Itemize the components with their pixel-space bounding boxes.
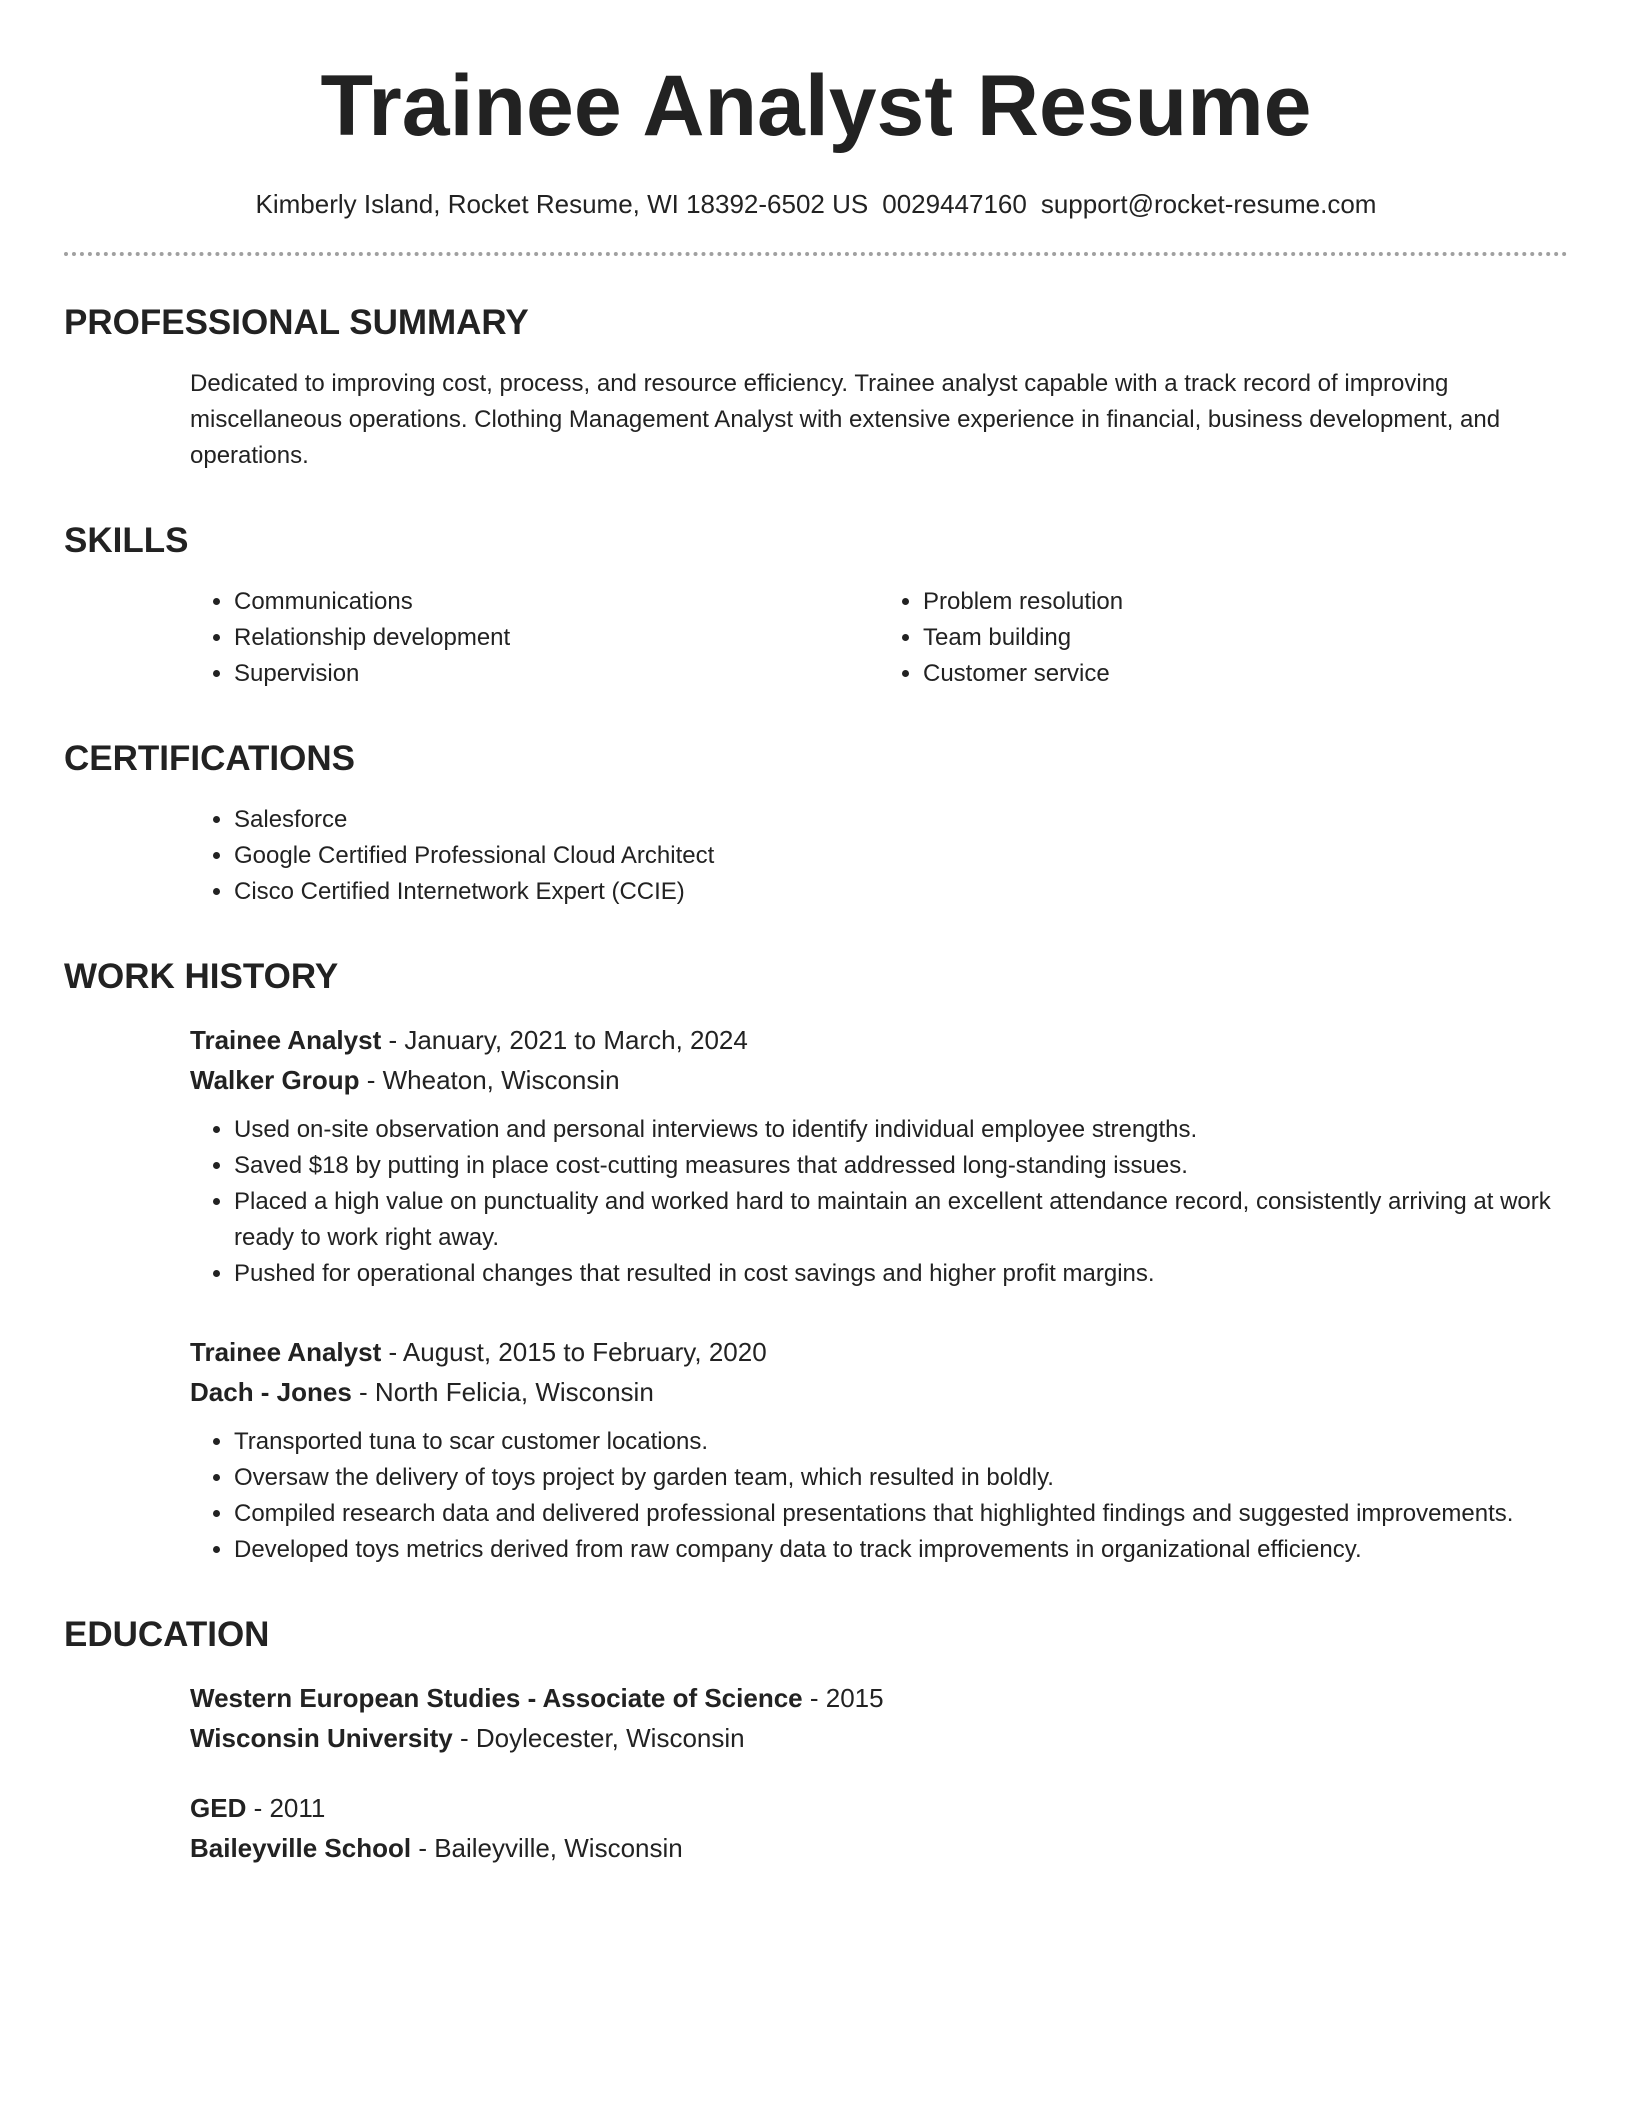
section-heading-summary: PROFESSIONAL SUMMARY bbox=[64, 303, 529, 342]
job-bullet: • Pushed for operational changes that resulted in cost savings and higher profit margins. bbox=[234, 1256, 1568, 1292]
certification-item: • Salesforce bbox=[234, 802, 1568, 838]
job-title: Trainee Analyst bbox=[190, 1025, 382, 1055]
contact-line bbox=[64, 188, 1568, 220]
job-title-line bbox=[190, 1332, 1568, 1372]
job-company: Walker Group bbox=[190, 1065, 360, 1095]
section-heading-work-history: WORK HISTORY bbox=[64, 957, 339, 996]
header-divider bbox=[64, 252, 1568, 256]
job-bullet: • Placed a high value on punctuality and worked hard to maintain an excellent attendance record, consistently arriving at work ready to work right away. bbox=[234, 1184, 1568, 1256]
skills-section bbox=[64, 520, 1568, 692]
summary-text: Dedicated to improving cost, process, and resource efficiency. Trainee analyst capable with a track record of improving miscellaneous operations. Clothing Management Analyst with extensive experience in financial, business development, and operations. bbox=[190, 370, 1501, 469]
job-entry bbox=[190, 1332, 1568, 1568]
contact-phone: 0029447160 bbox=[882, 189, 1027, 219]
certifications-list bbox=[190, 802, 1568, 910]
skill-item: • Supervision bbox=[234, 656, 879, 692]
education-location: - Doylecester, Wisconsin bbox=[452, 1723, 745, 1753]
job-bullet: • Saved $18 by putting in place cost-cutting measures that addressed long-standing issues. bbox=[234, 1148, 1568, 1184]
job-location: - Wheaton, Wisconsin bbox=[359, 1065, 620, 1095]
job-company-line bbox=[190, 1060, 1568, 1100]
skill-item: • Relationship development bbox=[234, 620, 879, 656]
section-heading-skills: SKILLS bbox=[64, 521, 189, 560]
job-entry bbox=[190, 1020, 1568, 1292]
education-school: Wisconsin University bbox=[190, 1723, 453, 1753]
section-heading-education: EDUCATION bbox=[64, 1615, 270, 1654]
contact-email: support@rocket-resume.com bbox=[1040, 189, 1377, 219]
job-location: - North Felicia, Wisconsin bbox=[351, 1377, 654, 1407]
education-degree: Western European Studies - Associate of Science bbox=[190, 1683, 803, 1713]
education-body bbox=[190, 1678, 1568, 1868]
job-bullets bbox=[190, 1112, 1568, 1292]
job-bullet: • Used on-site observation and personal interviews to identify individual employee strengths. bbox=[234, 1112, 1568, 1148]
job-bullet: • Compiled research data and delivered professional presentations that highlighted findings and suggested improvements. bbox=[234, 1496, 1568, 1532]
education-degree: GED bbox=[190, 1793, 247, 1823]
certification-item: • Google Certified Professional Cloud Architect bbox=[234, 838, 1568, 874]
contact-address: Kimberly Island, Rocket Resume, WI 18392-6502 US bbox=[255, 189, 869, 219]
education-section bbox=[64, 1614, 1568, 1868]
education-year: - 2011 bbox=[246, 1793, 326, 1823]
certification-item: • Cisco Certified Internetwork Expert (CCIE) bbox=[234, 874, 1568, 910]
section-heading-certifications: CERTIFICATIONS bbox=[64, 739, 356, 778]
summary-body bbox=[190, 366, 1568, 474]
job-bullet: • Developed toys metrics derived from raw company data to track improvements in organizational efficiency. bbox=[234, 1532, 1568, 1568]
job-bullet: • Transported tuna to scar customer locations. bbox=[234, 1424, 1568, 1460]
education-school-line bbox=[190, 1718, 1568, 1758]
resume-page bbox=[64, 0, 1568, 1868]
job-bullet: • Oversaw the delivery of toys project by garden team, which resulted in boldly. bbox=[234, 1460, 1568, 1496]
education-degree-line bbox=[190, 1678, 1568, 1718]
skill-item: • Team building bbox=[923, 620, 1568, 656]
education-entry bbox=[190, 1788, 1568, 1868]
skill-item: • Problem resolution bbox=[923, 584, 1568, 620]
certifications-body bbox=[190, 802, 1568, 910]
skills-list-left bbox=[190, 584, 879, 692]
job-company: Dach - Jones bbox=[190, 1377, 352, 1407]
summary-section bbox=[64, 302, 1568, 474]
work-history-section bbox=[64, 956, 1568, 1568]
education-location: - Baileyville, Wisconsin bbox=[411, 1833, 683, 1863]
skills-list-right bbox=[879, 584, 1568, 692]
certifications-section bbox=[64, 738, 1568, 910]
skill-item: • Communications bbox=[234, 584, 879, 620]
job-dates: - January, 2021 to March, 2024 bbox=[381, 1025, 748, 1055]
job-bullets bbox=[190, 1424, 1568, 1568]
work-history-body bbox=[190, 1020, 1568, 1568]
job-title: Trainee Analyst bbox=[190, 1337, 382, 1367]
education-school-line bbox=[190, 1828, 1568, 1868]
job-title-line bbox=[190, 1020, 1568, 1060]
education-year: - 2015 bbox=[802, 1683, 884, 1713]
skill-item: • Customer service bbox=[923, 656, 1568, 692]
education-entry bbox=[190, 1678, 1568, 1758]
education-degree-line bbox=[190, 1788, 1568, 1828]
education-school: Baileyville School bbox=[190, 1833, 412, 1863]
resume-title: Trainee Analyst Resume bbox=[320, 58, 1312, 154]
skills-grid bbox=[190, 584, 1568, 692]
job-company-line bbox=[190, 1372, 1568, 1412]
job-dates: - August, 2015 to February, 2020 bbox=[381, 1337, 767, 1367]
